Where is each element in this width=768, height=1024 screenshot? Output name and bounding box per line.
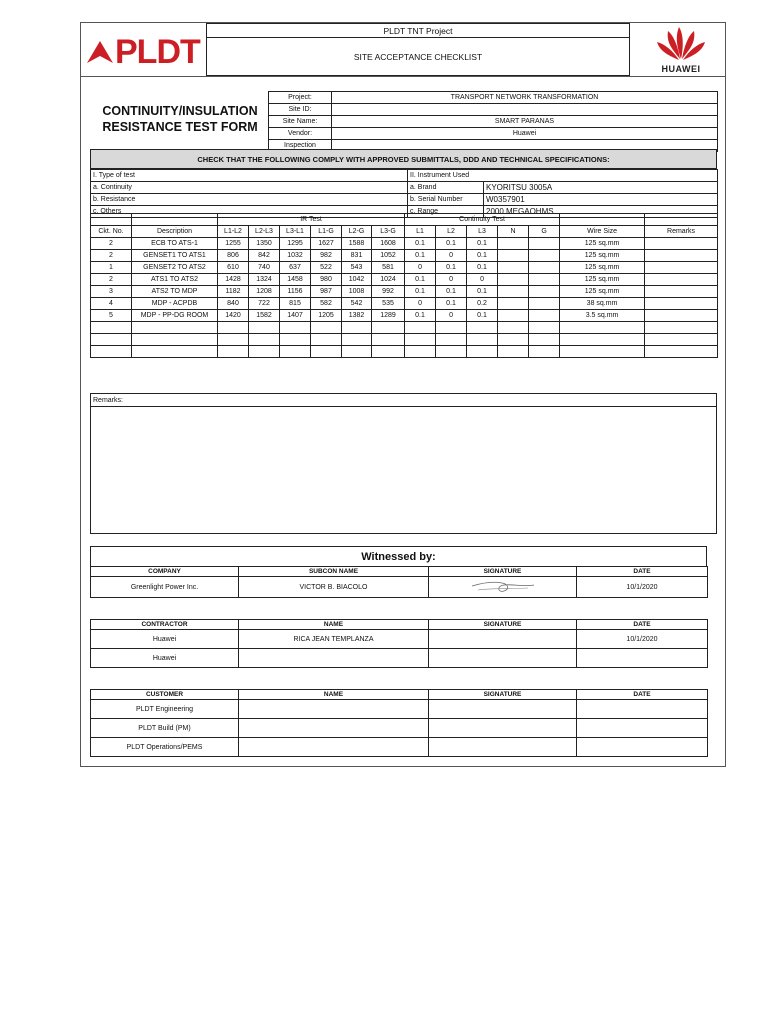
table-cell: GENSET1 TO ATS1: [132, 250, 218, 262]
column-header: L1: [405, 226, 436, 238]
table-cell: [529, 238, 560, 250]
table-cell: [467, 346, 498, 358]
table-group-header: [91, 214, 718, 226]
table-cell: 542: [342, 298, 372, 310]
table-cell: 1382: [342, 310, 372, 322]
table-cell: 0: [436, 310, 467, 322]
table-cell: 1156: [280, 286, 311, 298]
test-info-table: [90, 169, 718, 218]
table-row: [91, 334, 718, 346]
table-cell: 125 sq.mm: [560, 274, 645, 286]
table-cell: [280, 322, 311, 334]
table-cell: [645, 250, 718, 262]
table-cell: [436, 334, 467, 346]
table-cell: [132, 322, 218, 334]
table-cell: 535: [372, 298, 405, 310]
table-cell: [372, 334, 405, 346]
table-cell: 125 sq.mm: [560, 262, 645, 274]
column-header: G: [529, 226, 560, 238]
table-cell: [645, 334, 718, 346]
table-row: [91, 322, 718, 334]
table-cell: 610: [218, 262, 249, 274]
table-cell: [249, 334, 280, 346]
project-value: TRANSPORT NETWORK TRANSFORMATION: [332, 92, 718, 104]
table-cell: [498, 238, 529, 250]
table-cell: 1: [91, 262, 132, 274]
table-cell: 1052: [372, 250, 405, 262]
table-cell: [372, 346, 405, 358]
table-cell: 0.1: [405, 238, 436, 250]
table-cell: 1042: [342, 274, 372, 286]
table-cell: [645, 298, 718, 310]
contractor-header-company: CONTRACTOR: [91, 620, 239, 630]
table-cell: [311, 346, 342, 358]
witnessed-title: Witnessed by:: [90, 546, 707, 567]
table-cell: 1024: [372, 274, 405, 286]
table-cell: 38 sq.mm: [560, 298, 645, 310]
table-cell: [498, 286, 529, 298]
serial-label: b. Serial Number: [408, 194, 484, 206]
table-cell: 987: [311, 286, 342, 298]
table-cell: 0: [405, 262, 436, 274]
table-cell: [218, 322, 249, 334]
table-row: [91, 298, 718, 310]
table-cell: 1205: [311, 310, 342, 322]
table-cell: 1289: [372, 310, 405, 322]
table-row: [91, 286, 718, 298]
customer-header-date: DATE: [577, 690, 708, 700]
table-row: [91, 346, 718, 358]
table-cell: [342, 346, 372, 358]
site-id-label: Site ID:: [269, 104, 332, 116]
table-cell: 0.1: [405, 250, 436, 262]
table-cell: 1588: [342, 238, 372, 250]
table-cell: 0.1: [467, 238, 498, 250]
table-cell: 0: [436, 250, 467, 262]
contractor-name: RICA JEAN TEMPLANZA: [239, 630, 429, 649]
table-cell: [529, 298, 560, 310]
table-cell: 0.2: [467, 298, 498, 310]
table-cell: ATS1 TO ATS2: [132, 274, 218, 286]
contractor-date: 10/1/2020: [577, 630, 708, 649]
table-cell: 992: [372, 286, 405, 298]
project-info-table: [268, 91, 718, 152]
serial-value: W0357901: [484, 194, 718, 206]
vendor-label: Vendor:: [269, 128, 332, 140]
handwritten-signature: [468, 577, 538, 595]
table-cell: 125 sq.mm: [560, 286, 645, 298]
table-cell: [645, 310, 718, 322]
table-cell: 740: [249, 262, 280, 274]
table-cell: [498, 298, 529, 310]
table-cell: 980: [311, 274, 342, 286]
customer-pldt-engineering: PLDT Engineering: [91, 700, 239, 719]
table-cell: 1350: [249, 238, 280, 250]
subcon-signature: [429, 577, 577, 598]
table-cell: [405, 322, 436, 334]
table-column-header: [91, 226, 718, 238]
type-of-test-heading: I. Type of test: [91, 170, 408, 182]
test-results-table: [90, 213, 718, 358]
subcon-header-company: COMPANY: [91, 567, 239, 577]
table-cell: 0.1: [436, 298, 467, 310]
site-name-label: Site Name:: [269, 116, 332, 128]
table-cell: 3.5 sq.mm: [560, 310, 645, 322]
customer-header-name: NAME: [239, 690, 429, 700]
table-cell: [249, 346, 280, 358]
table-cell: MDP - PP-DG ROOM: [132, 310, 218, 322]
table-cell: 3: [91, 286, 132, 298]
contractor-header-date: DATE: [577, 620, 708, 630]
column-header: L3-L1: [280, 226, 311, 238]
column-header: L1-L2: [218, 226, 249, 238]
vendor-value: Huawei: [332, 128, 718, 140]
form-title-line2: RESISTANCE TEST FORM: [102, 120, 258, 134]
contractor-header-name: NAME: [239, 620, 429, 630]
instrument-heading: II. Instrument Used: [408, 170, 718, 182]
table-cell: 4: [91, 298, 132, 310]
huawei-petal-icon: [655, 25, 707, 61]
table-cell: 0.1: [405, 274, 436, 286]
table-cell: 806: [218, 250, 249, 262]
table-cell: [132, 346, 218, 358]
table-cell: [436, 346, 467, 358]
table-cell: 840: [218, 298, 249, 310]
table-cell: 0.1: [467, 310, 498, 322]
table-cell: 0.1: [467, 250, 498, 262]
table-cell: [91, 322, 132, 334]
table-cell: [498, 334, 529, 346]
column-header: N: [498, 226, 529, 238]
table-cell: [645, 322, 718, 334]
subcon-header-date: DATE: [577, 567, 708, 577]
table-cell: [529, 322, 560, 334]
contractor-signature: [429, 630, 577, 649]
table-cell: [280, 334, 311, 346]
table-cell: 0.1: [467, 286, 498, 298]
site-id-value: [332, 104, 718, 116]
table-cell: [529, 286, 560, 298]
checklist-title: SITE ACCEPTANCE CHECKLIST: [206, 37, 630, 76]
test-type-resistance: b. Resistance: [91, 194, 408, 206]
table-cell: [529, 262, 560, 274]
table-cell: [467, 322, 498, 334]
column-header: L1-G: [311, 226, 342, 238]
ir-test-group-label: IR Test: [218, 214, 405, 226]
test-type-continuity: a. Continuity: [91, 182, 408, 194]
contractor-company-2: Huawei: [91, 649, 239, 668]
table-cell: [560, 346, 645, 358]
table-cell: [645, 262, 718, 274]
table-cell: 0.1: [467, 262, 498, 274]
column-header: L3-G: [372, 226, 405, 238]
checklist-sheet: [80, 22, 726, 767]
contractor-name-2: [239, 649, 429, 668]
pldt-logo-text: PLDT: [115, 32, 200, 71]
table-cell: MDP - ACPDB: [132, 298, 218, 310]
table-cell: 5: [91, 310, 132, 322]
table-cell: 125 sq.mm: [560, 250, 645, 262]
table-cell: [645, 274, 718, 286]
table-row: [91, 238, 718, 250]
table-row: [91, 262, 718, 274]
huawei-logo: [641, 25, 721, 75]
table-cell: [342, 322, 372, 334]
table-row: [91, 250, 718, 262]
customer-table: [90, 689, 708, 757]
column-header: Description: [132, 226, 218, 238]
table-cell: [311, 334, 342, 346]
project-label: Project:: [269, 92, 332, 104]
subcon-name: VICTOR B. BIACOLO: [239, 577, 429, 598]
table-cell: 1182: [218, 286, 249, 298]
customer-header-company: CUSTOMER: [91, 690, 239, 700]
table-cell: [91, 334, 132, 346]
table-cell: 1407: [280, 310, 311, 322]
check-banner: CHECK THAT THE FOLLOWING COMPLY WITH APPROVED SUBMITTALS, DDD AND TECHNICAL SPECIFICATIONS:: [90, 149, 717, 169]
table-cell: [529, 250, 560, 262]
column-header: Remarks: [645, 226, 718, 238]
table-cell: [132, 334, 218, 346]
pldt-arrow-icon: [85, 39, 115, 65]
table-cell: 722: [249, 298, 280, 310]
table-cell: 1420: [218, 310, 249, 322]
table-cell: 0: [436, 274, 467, 286]
column-header: L2-G: [342, 226, 372, 238]
table-cell: [436, 322, 467, 334]
table-cell: 1458: [280, 274, 311, 286]
brand-label: a. Brand: [408, 182, 484, 194]
table-cell: [498, 322, 529, 334]
customer-header-signature: SIGNATURE: [429, 690, 577, 700]
table-cell: 831: [342, 250, 372, 262]
remarks-box: [90, 406, 717, 534]
table-cell: [498, 274, 529, 286]
table-cell: 2: [91, 250, 132, 262]
contractor-table: [90, 619, 708, 668]
column-header: L3: [467, 226, 498, 238]
table-cell: [280, 346, 311, 358]
table-cell: 1582: [249, 310, 280, 322]
table-cell: [91, 346, 132, 358]
test-type-others: c. Others: [91, 206, 408, 218]
table-cell: 522: [311, 262, 342, 274]
table-cell: 1032: [280, 250, 311, 262]
table-cell: 582: [311, 298, 342, 310]
table-cell: [498, 250, 529, 262]
table-cell: 1428: [218, 274, 249, 286]
table-cell: [218, 334, 249, 346]
table-cell: 1324: [249, 274, 280, 286]
table-cell: [645, 346, 718, 358]
table-cell: ATS2 TO MDP: [132, 286, 218, 298]
table-row: [91, 310, 718, 322]
range-label: c. Range: [408, 206, 484, 218]
contractor-signature-2: [429, 649, 577, 668]
table-cell: [529, 310, 560, 322]
table-cell: 543: [342, 262, 372, 274]
remarks-label: Remarks:: [90, 393, 717, 407]
column-header: Wire Size: [560, 226, 645, 238]
table-cell: 2: [91, 238, 132, 250]
subcon-header-signature: SIGNATURE: [429, 567, 577, 577]
contractor-company: Huawei: [91, 630, 239, 649]
table-cell: [529, 346, 560, 358]
column-header: Ckt. No.: [91, 226, 132, 238]
table-cell: [529, 274, 560, 286]
table-cell: 581: [372, 262, 405, 274]
table-cell: 1008: [342, 286, 372, 298]
table-cell: [560, 322, 645, 334]
table-cell: [249, 322, 280, 334]
table-cell: 982: [311, 250, 342, 262]
customer-pldt-build: PLDT Build (PM): [91, 719, 239, 738]
header-divider: [81, 76, 725, 77]
table-cell: [645, 286, 718, 298]
customer-pldt-operations: PLDT Operations/PEMS: [91, 738, 239, 757]
table-cell: 0.1: [436, 238, 467, 250]
column-header: L2-L3: [249, 226, 280, 238]
table-cell: [529, 334, 560, 346]
table-cell: 125 sq.mm: [560, 238, 645, 250]
table-cell: [372, 322, 405, 334]
inspection-label: Inspection: [269, 140, 332, 152]
table-cell: [405, 346, 436, 358]
table-cell: 842: [249, 250, 280, 262]
form-title: [91, 103, 269, 135]
table-cell: [467, 334, 498, 346]
table-cell: GENSET2 TO ATS2: [132, 262, 218, 274]
table-cell: 0.1: [405, 286, 436, 298]
site-name-value: SMART PARANAS: [332, 116, 718, 128]
pldt-logo: [85, 29, 205, 75]
table-cell: 815: [280, 298, 311, 310]
continuity-test-group-label: Continuity Test: [405, 214, 560, 226]
table-cell: [645, 238, 718, 250]
table-cell: 1608: [372, 238, 405, 250]
huawei-logo-text: HUAWEI: [661, 64, 701, 74]
subcon-company: Greenlight Power Inc.: [91, 577, 239, 598]
table-cell: ECB TO ATS-1: [132, 238, 218, 250]
table-cell: 0: [405, 298, 436, 310]
table-cell: [405, 334, 436, 346]
table-cell: 0: [467, 274, 498, 286]
subcon-header-name: SUBCON NAME: [239, 567, 429, 577]
table-cell: 2: [91, 274, 132, 286]
brand-value: KYORITSU 3005A: [484, 182, 718, 194]
table-cell: 0.1: [436, 286, 467, 298]
table-cell: 0.1: [436, 262, 467, 274]
table-cell: 637: [280, 262, 311, 274]
contractor-header-signature: SIGNATURE: [429, 620, 577, 630]
table-cell: 0.1: [405, 310, 436, 322]
table-cell: [498, 262, 529, 274]
form-title-line1: CONTINUITY/INSULATION: [102, 104, 258, 118]
project-banner: PLDT TNT Project: [206, 23, 630, 38]
table-cell: 1627: [311, 238, 342, 250]
contractor-date-2: [577, 649, 708, 668]
table-cell: [342, 334, 372, 346]
table-cell: [560, 334, 645, 346]
table-cell: [311, 322, 342, 334]
table-cell: [498, 310, 529, 322]
table-cell: 1255: [218, 238, 249, 250]
table-cell: 1208: [249, 286, 280, 298]
subcon-date: 10/1/2020: [577, 577, 708, 598]
table-cell: [498, 346, 529, 358]
subcon-table: [90, 566, 708, 598]
table-row: [91, 274, 718, 286]
table-cell: [218, 346, 249, 358]
range-value: 2000 MEGAOHMS: [484, 206, 718, 218]
table-cell: 1295: [280, 238, 311, 250]
column-header: L2: [436, 226, 467, 238]
